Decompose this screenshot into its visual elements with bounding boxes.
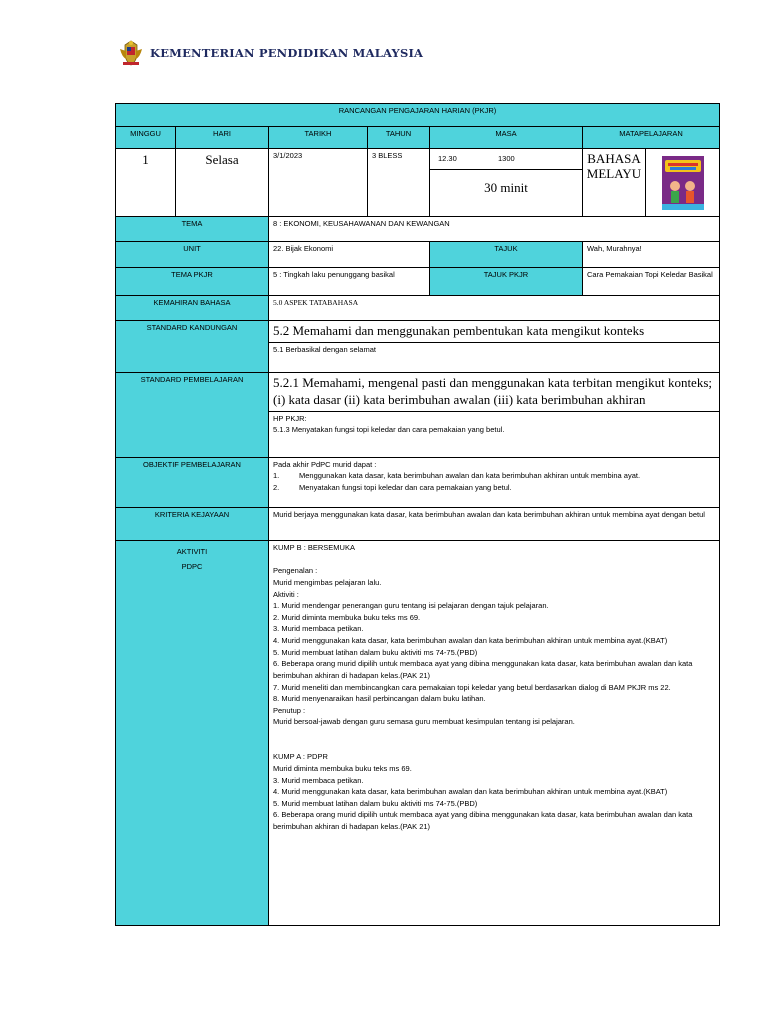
table-title: RANCANGAN PENGAJARAN HARIAN (PKJR) [116,104,720,127]
activities-list [269,541,720,926]
col-header-hari: HARI [176,127,269,149]
activity-line: Murid mengimbas pelajaran lalu. [273,577,382,587]
activity-line: Penutup : [273,705,306,715]
kriteria-value: Murid berjaya menggunakan kata dasar, kata berimbuhan awalan dan kata berimbuhan akhiran untuk membina ayat dengan betul [269,508,720,541]
ministry-crest-icon [118,39,144,67]
activity-line: 6. Beberapa orang murid dipilih untuk membaca ayat yang dibina menggunakan kata dasar, kata berimbuhan awalan dan kata berimbuhan akhiran di hadapan kelas.(PAK 21) [273,810,693,831]
pdpc-label: PDPC [181,562,203,571]
lesson-plan-table [115,103,720,926]
col-header-tarikh: TARIKH [269,127,368,149]
tarikh-value: 3/1/2023 [269,149,368,217]
activity-line: KUMP B : BERSEMUKA [273,543,355,552]
activity-line: KUMP A : PDPR [273,752,328,762]
masa-duration: 30 minit [430,169,582,208]
ministry-header [118,38,423,68]
obj-intro: Pada akhir PdPC murid dapat : [273,460,377,469]
activity-line: 5. Murid membuat latihan dalam buku aktiviti ms 74-75.(PBD) [273,798,478,808]
activity-line: 1. Murid mendengar penerangan guru tentang isi pelajaran dengan tajuk pelajaran. [273,601,549,611]
masa-start: 12.30 [438,154,457,163]
col-header-minggu: MINGGU [116,127,176,149]
tajuk-value: Wah, Murahnya! [583,242,720,268]
activity-line: 4. Murid menggunakan kata dasar, kata berimbuhan awalan dan kata berimbuhan akhiran untuk membina ayat.(KBAT) [273,636,668,645]
activity-line: 7. Murid meneliti dan membincangkan cara pemakaian topi keledar yang betul berdasarkan dialog di BAM PKJR ms 22. [273,682,671,692]
sk-main: 5.2 Memahami dan menggunakan pembentukan kata mengikut konteks [273,323,645,338]
tema-pkjr-label: TEMA PKJR [116,268,269,296]
activity-line: 6. Beberapa orang murid dipilih untuk membaca ayat yang dibina menggunakan kata dasar, kata berimbuhan awalan dan kata berimbuhan akhiran di hadapan kelas.(PAK 21) [273,659,693,680]
matapelajaran-value: BAHASA MELAYU [583,149,646,216]
obj-cell [269,458,720,508]
tahun-value: 3 BLESS [368,149,430,217]
activity-line: 8. Murid menyenaraikan hasil perbincangan dalam buku latihan. [273,694,486,704]
kemahiran-label: KEMAHIRAN BAHASA [116,296,269,321]
sk-label: STANDARD KANDUNGAN [116,321,269,373]
activity-line: 4. Murid menggunakan kata dasar, kata berimbuhan awalan dan kata berimbuhan akhiran untuk membina ayat.(KBAT) [273,787,668,797]
activity-line: 2. Murid diminta membuka buku teks ms 69. [273,612,421,622]
masa-end: 1300 [498,154,515,163]
obj-item: 1. Menggunakan kata dasar, kata berimbuhan awalan dan kata berimbuhan akhiran untuk membina ayat. [273,471,641,481]
matapelajaran-cell [583,149,720,217]
obj-item: 2. Menyatakan fungsi topi keledar dan cara pemakaian yang betul. [273,482,512,492]
tema-pkjr-value: 5 : Tingkah laku penunggang basikal [269,268,430,296]
sp-label: STANDARD PEMBELAJARAN [116,373,269,458]
activity-line: Murid bersoal-jawab dengan guru semasa guru membuat kesimpulan tentang isi pelajaran. [273,717,575,727]
activity-line [273,728,715,740]
kriteria-label: KRITERIA KEJAYAAN [116,508,269,541]
tajuk-label: TAJUK [430,242,583,268]
sp-hp-value: 5.1.3 Menyatakan fungsi topi keledar dan cara pemakaian yang betul. [273,425,505,435]
activity-line: 5. Murid membuat latihan dalam buku aktiviti ms 74-75.(PBD) [273,647,478,657]
textbook-cover-icon [662,156,704,210]
activity-line: 3. Murid membaca petikan. [273,624,364,634]
col-header-masa: MASA [430,127,583,149]
sp-hp-label: HP PKJR: [269,411,719,424]
tema-value: 8 : EKONOMI, KEUSAHAWANAN DAN KEWANGAN [269,217,720,242]
aktiviti-label-cell [116,541,269,926]
aktiviti-label: AKTIVITI [176,547,208,556]
tajuk-pkjr-value: Cara Pemakaian Topi Keledar Basikal [583,268,720,296]
ministry-name: KEMENTERIAN PENDIDIKAN MALAYSIA [150,46,424,60]
activity-line: Pengenalan : [273,566,318,576]
hari-value: Selasa [176,149,269,217]
col-header-tahun: TAHUN [368,127,430,149]
tajuk-pkjr-label: TAJUK PKJR [430,268,583,296]
activity-line: Aktiviti : [273,589,299,599]
activity-line [273,554,715,566]
masa-cell [430,149,583,217]
unit-value: 22. Bijak Ekonomi [269,242,430,268]
kemahiran-value: 5.0 ASPEK TATABAHASA [269,296,720,321]
unit-label: UNIT [116,242,269,268]
col-header-matapelajaran: MATAPELAJARAN [583,127,720,149]
sp-main: 5.2.1 Memahami, mengenal pasti dan menggunakan kata terbitan mengikut konteks; (i) kata dasar (ii) kata berimbuhan awalan (iii) kata berimbuhan akhiran [273,375,712,407]
obj-label: OBJEKTIF PEMBELAJARAN [116,458,269,508]
activity-line: Murid diminta membuka buku teks ms 69. [273,763,412,773]
activity-line: 3. Murid membaca petikan. [273,775,364,785]
activity-line [273,740,715,752]
sk-cell [269,321,720,373]
masa-time-range [430,149,582,169]
minggu-value: 1 [116,149,176,217]
tema-label: TEMA [116,217,269,242]
sp-cell [269,373,720,458]
sk-pkjr: 5.1 Berbasikal dengan selamat [269,342,719,355]
